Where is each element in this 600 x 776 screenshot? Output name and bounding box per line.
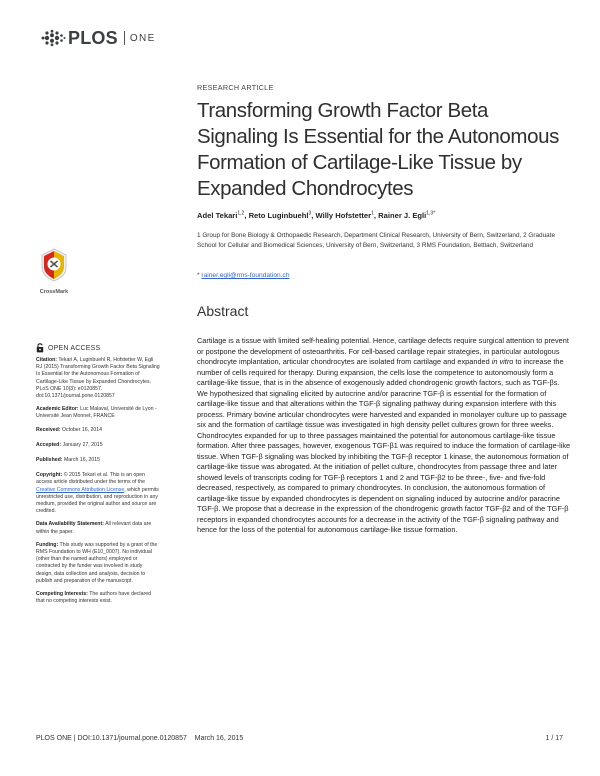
journal-brand: PLOS bbox=[68, 27, 118, 48]
journal-name: ONE bbox=[129, 32, 156, 44]
received-block bbox=[36, 427, 160, 434]
journal-logo bbox=[40, 27, 156, 49]
author-separator: , bbox=[244, 211, 249, 220]
received-label: Received: bbox=[36, 426, 61, 433]
data-availability-block bbox=[36, 521, 160, 535]
published-label: Published: bbox=[36, 457, 63, 464]
corresponding-email bbox=[197, 272, 289, 279]
published-block bbox=[36, 457, 160, 464]
open-access-badge bbox=[36, 343, 100, 353]
article-metadata bbox=[36, 357, 160, 611]
author-name: Reto Luginbuehl bbox=[248, 211, 309, 220]
author-affiliation-marker: 3 bbox=[308, 210, 312, 217]
article-type: RESEARCH ARTICLE bbox=[197, 83, 274, 92]
published-date: March 16, 2015 bbox=[63, 457, 101, 464]
editor-text: Luc Malaval, Université de Lyon - Université Jean Monnet, FRANCE bbox=[36, 406, 157, 420]
editor-label: Academic Editor: bbox=[36, 406, 79, 413]
footer-citation: PLOS ONE | DOI:10.1371/journal.pone.0120857 March 16, 2015 bbox=[36, 735, 244, 742]
editor-block bbox=[36, 406, 160, 420]
received-date: October 16, 2014 bbox=[61, 426, 103, 433]
abstract-part-1: Cartilage is a tissue with limited self-healing potential. Hence, cartilage defects require surgical attention to prevent or postpone the development of osteoarthritis. For cell-based cartilage repair strategies, in particular autologous chondrocyte implantation, articular chondrocytes are isolated from cartilage and expanded bbox=[197, 336, 569, 366]
open-lock-icon bbox=[36, 343, 44, 353]
accepted-label: Accepted: bbox=[36, 441, 62, 448]
competing-interests-block bbox=[36, 591, 160, 605]
copyright-block bbox=[36, 472, 160, 515]
page-number: 1 / 17 bbox=[545, 735, 563, 742]
copyright-text-post: , which permits unrestricted use, distribution, and reproduction in any medium, provided the original author and source are credited. bbox=[36, 486, 159, 515]
data-availability-text: All relevant data are within the paper. bbox=[36, 521, 152, 535]
citation-label: Citation: bbox=[36, 357, 58, 363]
open-access-label: OPEN ACCESS bbox=[48, 344, 101, 352]
page-footer bbox=[36, 735, 563, 742]
abstract-italic: in vitro bbox=[491, 357, 514, 366]
logo-divider bbox=[124, 31, 125, 45]
author-affiliation-marker: 1,2 bbox=[237, 210, 245, 217]
funding-text: This study was supported by a grant of the RMS Foundation to WH (E10_0007). No individual (other than the named authors) employed or contracted by the funder was involved in study design, data collection and analysis, decision to publish and preparation of the manuscript. bbox=[36, 541, 158, 584]
competing-interests-label: Competing Interests: bbox=[36, 591, 88, 598]
citation-block bbox=[36, 357, 160, 400]
funding-label: Funding: bbox=[36, 541, 59, 548]
abstract-part-2: to increase the number of cells required for therapy. During expansion, the cells lose the competence to autonomously form a cartilage-like tissue, that is in the absence of exogenously added chondrogenic growth factors, such as TGF-βs. We hypothesized that signaling elicited by autocrine and/or paracrine TGF-β is essential for the formation of cartilage-like tissue and that alterations within the TGF-β signaling pathway during expansion interfere with this process. Primary bovine articular chondrocytes were harvested and expanded in monolayer culture up to passage six and the formation of cartilage tissue was investigated in high density pellet cultures grown for three weeks. Chondrocytes expanded for up to three passages maintained the potential for autonomous cartilage-like tissue formation. After three passages, however, exogenous TGF-β1 was required to induce the formation of cartilage-like tissue. When TGF-β signaling was blocked by inhibiting the TGF-β receptor 1 kinase, the autonomous formation of cartilage-like tissue was abrogated. At the initiation of pellet culture, chondrocytes from passage three and later showed levels of transcripts coding for TGF-β receptors 1 and 2 and TGF-β2 to be three-, five- and five-fold decreased, respectively, as compared to primary chondrocytes. In conclusion, the autonomous formation of cartilage-like tissue by expanded chondrocytes is dependent on signaling induced by autocrine and/or paracrine TGF-β. We propose that a decrease in the expression of the chondrogenic growth factor TGF-β2 and of the TGF-β receptors in expanded chondrocytes accounts for a decrease in the activity of the TGF-β signaling pathway and hence for the loss of the potential for autonomous cartilage-like tissue formation. bbox=[197, 357, 571, 534]
accepted-block bbox=[36, 442, 160, 449]
data-availability-label: Data Availability Statement: bbox=[36, 521, 104, 528]
corresponding-author-marker: * bbox=[433, 210, 436, 217]
author-affiliation-marker: 1 bbox=[371, 210, 374, 217]
copyright-text-pre: © 2015 Tekari et al. This is an open access article distributed under the terms of the bbox=[36, 472, 145, 486]
author-name: Rainer J. Egli bbox=[378, 211, 427, 220]
author-name: Adel Tekari bbox=[197, 211, 238, 220]
citation-text: Tekari A, Luginbuehl R, Hofstetter W, Egli RJ (2015) Transforming Growth Factor Beta Signaling Is Essential for the Autonomous Formation of Cartilage-Like Tissue by Expanded Chondrocytes. PLoS ONE 10(3): e0120857. doi:10.1371/journal.pone.0120857 bbox=[36, 357, 160, 400]
email-link[interactable]: rainer.egli@rms-foundation.ch bbox=[201, 272, 290, 279]
copyright-label: Copyright: bbox=[36, 472, 63, 479]
crossmark-icon bbox=[39, 248, 69, 282]
accepted-date: January 27, 2015 bbox=[62, 441, 103, 448]
email-marker: * bbox=[197, 272, 200, 279]
affiliations: 1 Group for Bone Biology & Orthopaedic Research, Department Clinical Research, University of Bern, Switzerland, 2 Graduate School for Cellular and Biomedical Sciences, University of Bern, Switzerland, 3 RMS Foundation, Bettlach, Switzerland bbox=[197, 232, 556, 249]
author-affiliation-marker: 1,3 bbox=[426, 210, 434, 217]
author-separator: , bbox=[311, 211, 316, 220]
abstract-heading: Abstract bbox=[197, 303, 249, 319]
funding-block bbox=[36, 542, 160, 585]
competing-interests-text: The authors have declared that no competing interests exist. bbox=[36, 591, 151, 605]
abstract-text bbox=[197, 336, 571, 536]
plos-dots-icon bbox=[40, 29, 66, 47]
article-title: Transforming Growth Factor Beta Signaling Is Essential for the Autonomous Formation of Cartilage-Like Tissue by Expanded Chondrocytes bbox=[197, 99, 559, 200]
author-name: Willy Hofstetter bbox=[315, 211, 372, 220]
crossmark-label: CrossMark bbox=[39, 289, 69, 295]
license-link[interactable]: Creative Commons Attribution License bbox=[36, 486, 125, 493]
author-separator: , bbox=[373, 211, 379, 220]
crossmark-badge[interactable] bbox=[34, 248, 74, 295]
author-list bbox=[197, 211, 435, 220]
